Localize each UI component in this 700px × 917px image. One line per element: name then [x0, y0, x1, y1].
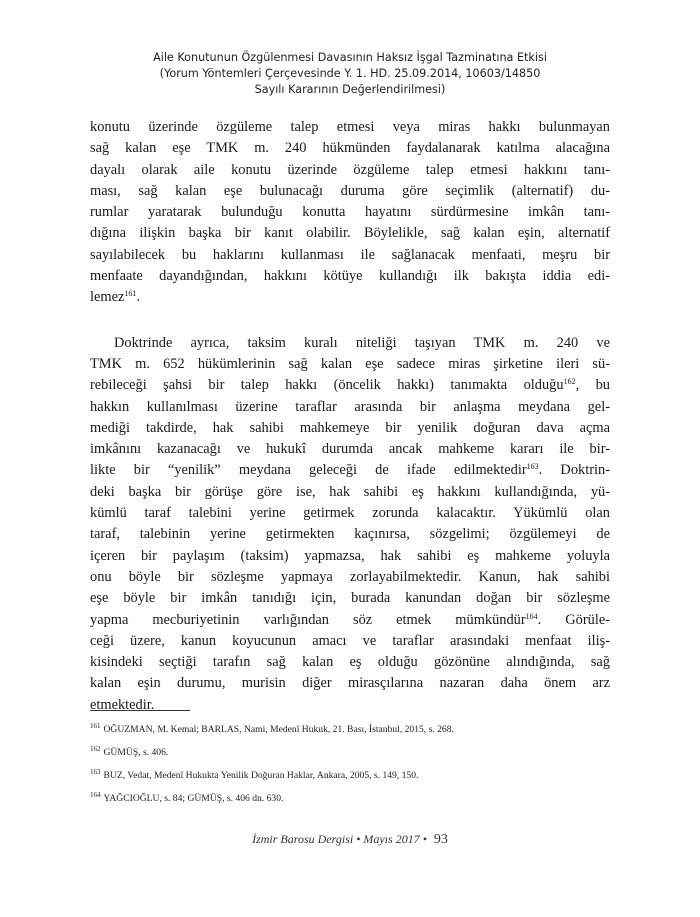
footnote-text: GÜMÜŞ, s. 406.	[103, 747, 169, 758]
body-line: taraf, talebinin yerine getirmekten kaçınırsa, sözgelimi; özgülemeyi de	[90, 526, 610, 543]
body-line: rebileceği şahsi bir talep hakkı (öncelik hakkı) tanımakta olduğu$^{162}$, bu	[90, 377, 610, 394]
body-line: hakkın kullanılması üzerine taraflar arasında bir anlaşma meydana gel-	[90, 398, 610, 415]
body-line: likte bir “yenilik” meydana geleceği de ifade edilmektedir$^{163}$. Doktrin-	[90, 462, 610, 479]
paragraph-1	[90, 117, 610, 309]
body-line: ması, sağ kalan eşe bulunacağı duruma göre seçimlik (alternatif) du-	[90, 182, 610, 199]
body-line: imkânını kazanacağı ve hukukî durumda ancak mahkeme kararı ile bir-	[90, 441, 610, 458]
body-line: dayalı olarak aile konutu üzerinde özgüleme talep etmesi hakkını tanı-	[90, 161, 610, 178]
body-line: yapma mecburiyetinin varlığından söz etmek mümkündür$^{164}$. Görüle-	[90, 611, 610, 628]
body-line: lemez$^{161}$.	[90, 289, 140, 306]
body-line: Doktrinde ayrıca, taksim kuralı niteliği taşıyan TMK m. 240 ve	[114, 334, 610, 351]
body-line: kalan eşin durumu, murisin diğer mirasçılarına nazaran daha önem arz	[90, 675, 610, 692]
body-line: sağ kalan eşe TMK m. 240 hükmünden faydalanarak katılma alacağına	[90, 140, 610, 157]
footnote-ref-164[interactable]: 164	[525, 611, 538, 621]
body-line: onu böyle bir sözleşme yapmaya zorlayabilmektedir. Kanun, hak sahibi	[90, 568, 610, 585]
page-number: 93	[433, 832, 448, 847]
footnote-161	[90, 718, 610, 741]
body-line: kümlü taraf talebini yerine getirmek zorunda kalacaktır. Yükümlü olan	[90, 505, 610, 522]
footnote-ref-163[interactable]: 163	[526, 462, 539, 472]
header-line-3: Sayılı Kararının Değerlendirilmesi)	[254, 83, 446, 96]
footnote-number: 162	[90, 745, 101, 753]
footnote-number: 161	[90, 722, 101, 730]
body-line: deki başka bir görüşe göre ise, hak sahibi eş hakkını kullandığında, yü-	[90, 483, 610, 500]
page-footer	[90, 832, 610, 848]
footnote-text: OĞUZMAN, M. Kemal; BARLAS, Nami, Medenî Hukuk, 21. Bası, İstanbul, 2015, s. 268.	[103, 724, 454, 735]
footnote-number: 163	[90, 768, 101, 776]
body-line: eşe böyle bir imkân tanıdığı için, burada kanundan doğan bir sözleşme	[90, 590, 610, 607]
body-line: içeren bir paylaşım (taksim) yapmazsa, hak sahibi eş mahkeme yoluyla	[90, 547, 610, 564]
footnote-163	[90, 764, 610, 787]
footnote-ref-162[interactable]: 162	[563, 377, 576, 387]
footnote-divider	[90, 710, 190, 711]
body-line: rumlar yaratarak bulunduğu konutta hayatını sürdürmesine imkân tanı-	[90, 204, 610, 221]
footnotes	[90, 718, 610, 810]
body-line: kisindeki seçtiği tarafın sağ kalan eş olduğu gözönüne alındığında, sağ	[90, 654, 610, 671]
running-header	[90, 50, 610, 98]
body-text	[90, 117, 610, 716]
footnote-164	[90, 787, 610, 810]
footnote-text: BUZ, Vedat, Medenî Hukukta Yenilik Doğuran Haklar, Ankara, 2005, s. 149, 150.	[103, 770, 419, 781]
footnote-162	[90, 741, 610, 764]
body-line: ceği üzere, kanun koyucunun amacı ve taraflar arasındaki menfaat iliş-	[90, 632, 610, 649]
body-line: mediği takdirde, hak sahibi mahkemeye bir yenilik doğuran dava açma	[90, 419, 610, 436]
footnote-ref-161[interactable]: 161	[124, 289, 137, 299]
footnote-number: 164	[90, 791, 101, 799]
journal-name: İzmir Barosu Dergisi • Mayıs 2017 •	[252, 832, 427, 846]
body-line: menfaate dayandığından, hakkını kötüye kullandığı ilk bakışta iddia edi-	[90, 268, 610, 285]
body-line: konutu üzerinde özgüleme talep etmesi veya miras hakkı bulunmayan	[90, 119, 610, 135]
body-line: etmektedir.	[90, 696, 155, 713]
body-line: TMK m. 652 hükümlerinin sağ kalan eşe sadece miras şirketine ileri sü-	[90, 355, 610, 372]
body-line: sayılabilecek bu haklarını kullanması ile sağlanacak menfaati, meşru bir	[90, 246, 610, 263]
header-line-2: (Yorum Yöntemleri Çerçevesinde Y. 1. HD. 25.09.2014, 10603/14850	[159, 67, 541, 80]
header-line-1: Aile Konutunun Özgülenmesi Davasının Haksız İşgal Tazminatına Etkisi	[153, 51, 547, 64]
footnote-text: YAĞCIOĞLU, s. 84; GÜMÜŞ, s. 406 dn. 630.	[103, 793, 284, 804]
paragraph-2	[90, 333, 610, 716]
body-line: dığına ilişkin başka bir kanıt olabilir. Böylelikle, sağ kalan eşin, alternatif	[90, 225, 610, 242]
